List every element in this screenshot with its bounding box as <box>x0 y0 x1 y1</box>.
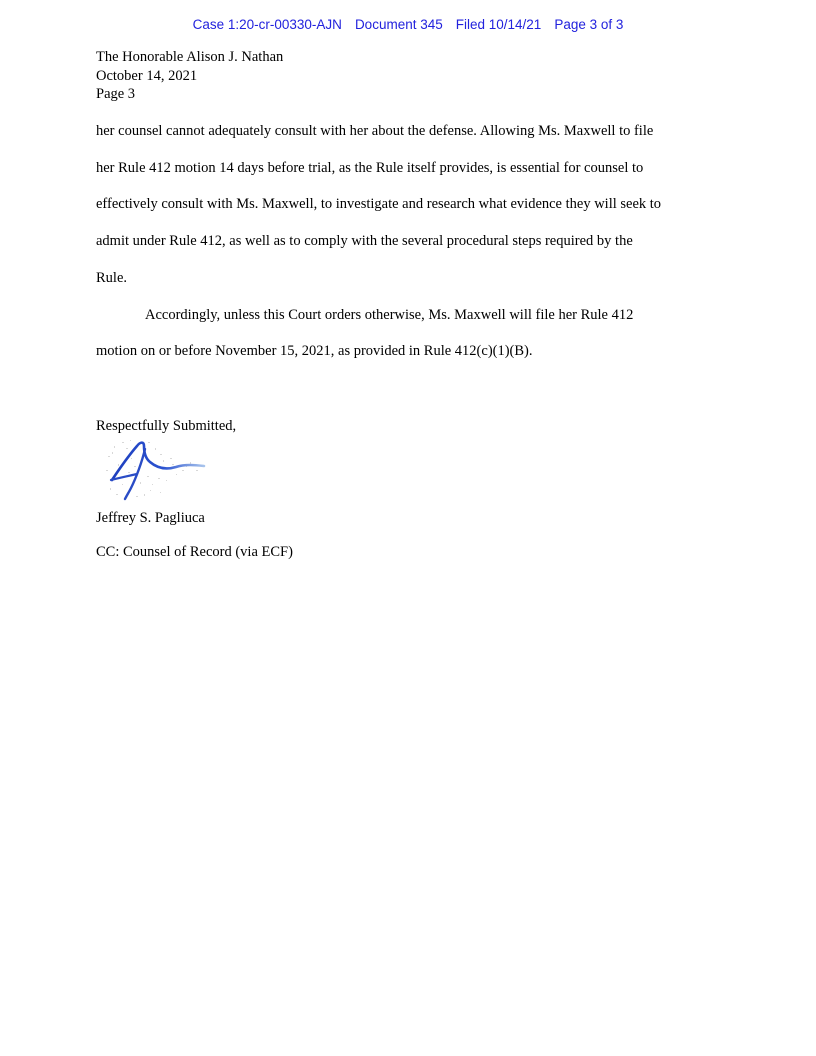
stamp-case-number: Case 1:20-cr-00330-AJN <box>192 17 342 32</box>
body-line: motion on or before November 15, 2021, as provided in Rule 412(c)(1)(B). <box>96 343 533 360</box>
body-line: Accordingly, unless this Court orders otherwise, Ms. Maxwell will file her Rule 412 <box>145 306 634 323</box>
cc-line: CC: Counsel of Record (via ECF) <box>96 544 293 560</box>
stamp-document-number: Document 345 <box>354 17 443 32</box>
body-line: effectively consult with Ms. Maxwell, to investigate and research what evidence they will seek to <box>96 196 662 213</box>
signature-icon <box>100 436 210 502</box>
letter-body <box>96 113 756 370</box>
signatory-name: Jeffrey S. Pagliuca <box>96 510 205 526</box>
body-line: her Rule 412 motion 14 days before trial, as the Rule itself provides, is essential for counsel to <box>96 159 644 176</box>
pacer-stamp-header <box>0 17 816 32</box>
signature-main-stroke <box>112 443 204 480</box>
stamp-filed-date: Filed 10/14/21 <box>455 17 542 32</box>
stamp-page-number: Page 3 of 3 <box>554 17 624 32</box>
body-line: admit under Rule 412, as well as to comply with the several procedural steps required by the <box>96 233 633 250</box>
address-block <box>96 48 283 104</box>
addressee-line: The Honorable Alison J. Nathan <box>96 49 284 65</box>
handwritten-signature-image <box>100 436 210 502</box>
body-line: her counsel cannot adequately consult with her about the defense. Allowing Ms. Maxwell to file <box>96 123 654 139</box>
closing-line: Respectfully Submitted, <box>96 418 237 434</box>
date-line: October 14, 2021 <box>96 67 198 84</box>
body-line: Rule. <box>96 269 128 286</box>
page-label-line: Page 3 <box>96 86 136 103</box>
